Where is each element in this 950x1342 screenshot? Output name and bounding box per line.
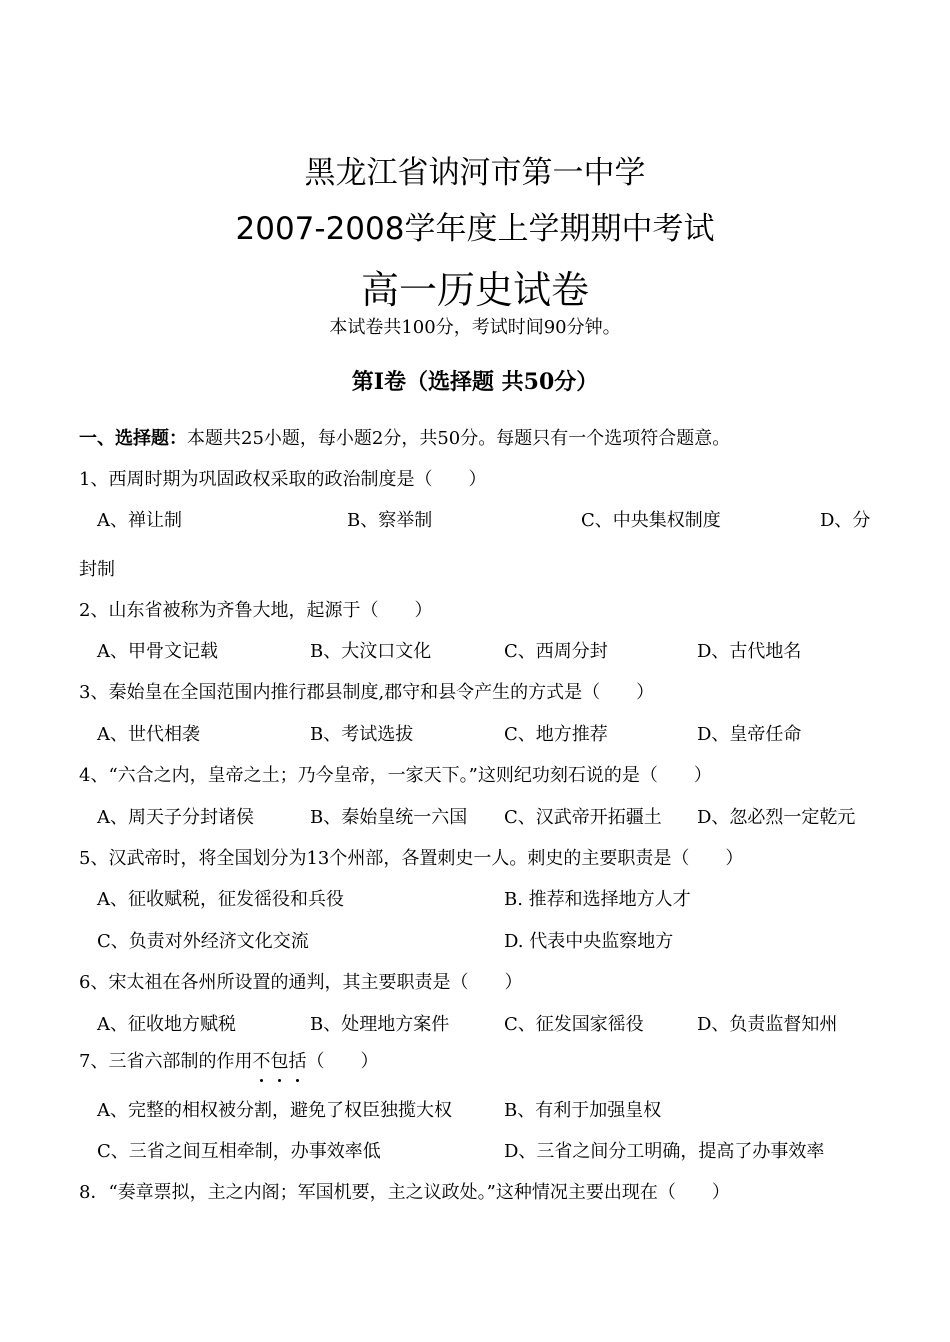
question-4-option-d: D、忽必烈一定乾元 <box>697 807 856 828</box>
question-2-option-d: D、古代地名 <box>697 641 802 662</box>
question-7-option-b: B、有利于加强皇权 <box>504 1100 662 1121</box>
question-2-option-a: A、甲骨文记载 <box>97 641 218 662</box>
paper-title: 高一历史试卷 <box>360 268 589 312</box>
question-7-stem-after: （ ） <box>306 1051 379 1072</box>
question-7-option-a: A、完整的相权被分割，避免了权臣独揽大权 <box>97 1100 452 1121</box>
question-6-option-d: D、负责监督知州 <box>697 1014 838 1035</box>
question-2-option-b: B、大汶口文化 <box>310 641 432 662</box>
question-6-option-c: C、征发国家徭役 <box>504 1014 644 1035</box>
instructions-label: 一、选择题： <box>79 428 187 449</box>
question-5-stem: 5、汉武帝时，将全国划分为13个州部，各置刺史一人。刺史的主要职责是（ ） <box>79 848 744 869</box>
exam-title: 2007-2008学年度上学期期中考试 <box>235 211 715 247</box>
question-1-option-c: C、中央集权制度 <box>581 510 721 531</box>
section-title: 第I卷（选择题 共50分） <box>351 369 599 395</box>
question-1-option-b: B、察举制 <box>347 510 433 531</box>
question-5-option-a: A、征收赋税，征发徭役和兵役 <box>97 889 344 910</box>
school-name: 黑龙江省讷河市第一中学 <box>304 155 646 191</box>
question-5-option-c: C、负责对外经济文化交流 <box>97 931 309 952</box>
question-3-option-c: C、地方推荐 <box>504 724 608 745</box>
question-3-option-d: D、皇帝任命 <box>697 724 802 745</box>
question-3-option-b: B、考试选拔 <box>310 724 414 745</box>
question-7-stem <box>79 1047 378 1073</box>
question-4-option-c: C、汉武帝开拓疆土 <box>504 807 662 828</box>
exam-info: 本试卷共100分，考试时间90分钟。 <box>329 317 621 338</box>
question-6-option-a: A、征收地方赋税 <box>97 1014 236 1035</box>
question-4-option-b: B、秦始皇统一六国 <box>310 807 468 828</box>
question-2-option-c: C、西周分封 <box>504 641 608 662</box>
question-7-emphasis: 不包括 <box>252 1051 306 1072</box>
question-4-stem: 4、“六合之内，皇帝之土；乃今皇帝，一家天下。”这则纪功刻石说的是（ ） <box>79 765 712 786</box>
question-8-stem: 8．“奏章票拟，主之内阁；军国机要，主之议政处。”这种情况主要出现在（ ） <box>79 1182 730 1203</box>
question-2-stem: 2、山东省被称为齐鲁大地，起源于（ ） <box>79 600 433 621</box>
question-7-stem-before: 7、三省六部制的作用 <box>79 1051 253 1072</box>
question-7-option-c: C、三省之间互相牵制，办事效率低 <box>97 1141 381 1162</box>
question-5-option-d: D. 代表中央监察地方 <box>504 931 674 952</box>
question-1-wrap: 封制 <box>79 559 115 580</box>
question-5-option-b: B. 推荐和选择地方人才 <box>504 889 691 910</box>
instructions-text: 本题共25小题，每小题2分，共50分。每题只有一个选项符合题意。 <box>187 428 731 449</box>
question-4-option-a: A、周天子分封诸侯 <box>97 807 254 828</box>
question-7-option-d: D、三省之间分工明确，提高了办事效率 <box>504 1141 825 1162</box>
question-1-option-a: A、禅让制 <box>97 510 182 531</box>
question-3-stem: 3、秦始皇在全国范围内推行郡县制度,郡守和县令产生的方式是（ ） <box>79 682 655 703</box>
question-6-option-b: B、处理地方案件 <box>310 1014 450 1035</box>
question-3-option-a: A、世代相袭 <box>97 724 200 745</box>
section-instructions <box>79 424 730 450</box>
question-1-option-d: D、分 <box>820 510 871 531</box>
question-1-stem: 1、西周时期为巩固政权采取的政治制度是（ ） <box>79 469 487 490</box>
question-6-stem: 6、宋太祖在各州所设置的通判，其主要职责是（ ） <box>79 972 523 993</box>
